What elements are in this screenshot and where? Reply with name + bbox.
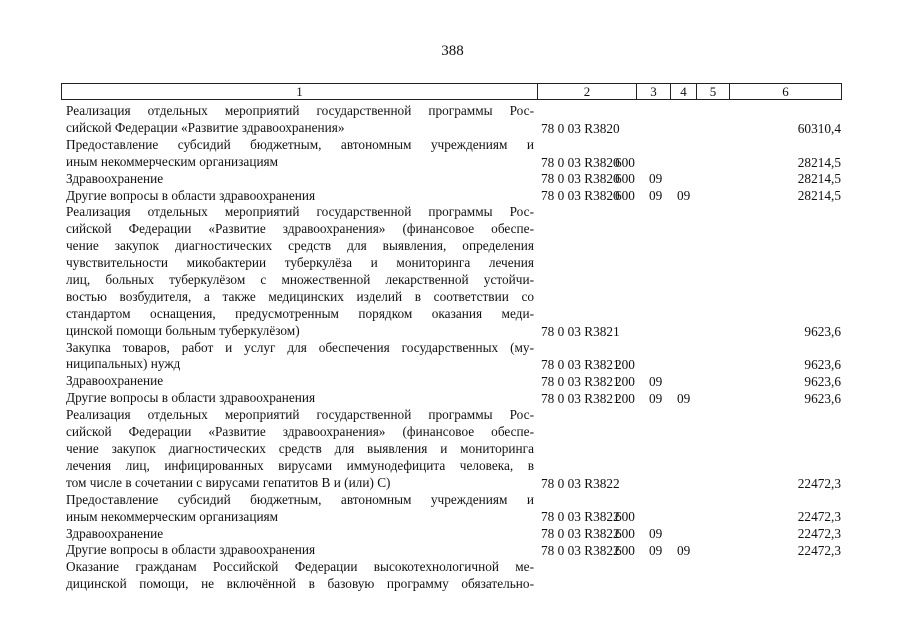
table-row: [0, 407, 905, 492]
row-name-line: чение закупок диагностических средств для выявления, определения: [66, 238, 534, 254]
amount: 22472,3: [797, 509, 841, 525]
row-name-line: Здравоохранение: [66, 170, 164, 186]
row-name-line: лиц, больных туберкулёзом с множественной лекарственной устойчи-: [66, 271, 534, 287]
row-name: [66, 103, 534, 137]
table-row: [0, 204, 905, 339]
subsection-code: 09: [677, 188, 691, 204]
row-name: [66, 373, 534, 390]
target-code: 78 0 03 R3820: [541, 188, 620, 204]
row-name-line: Реализация отдельных мероприятий государственной программы Рос-: [66, 204, 534, 220]
row-name-line: сийской Федерации «Развитие здравоохранения» (финансовое обеспе-: [66, 424, 534, 440]
row-name-line: дицинской помощи, не включённой в базовую программу обязательно-: [66, 576, 534, 592]
row-name-line: чувствительности микобактерии туберкулёза и мониторинга лечения: [66, 255, 534, 271]
section-code: 09: [649, 391, 663, 407]
subsection-code: 09: [677, 391, 691, 407]
row-name-line: Другие вопросы в области здравоохранения: [66, 542, 316, 558]
row-name: [66, 340, 534, 374]
row-name: [66, 492, 534, 526]
subsection-code: 09: [677, 543, 691, 559]
row-name-line: Здравоохранение: [66, 373, 164, 389]
amount: 28214,5: [797, 171, 841, 187]
expense-type-code: 200: [615, 391, 635, 407]
header-col-1: 1: [296, 84, 303, 99]
row-name-line: Закупка товаров, работ и услуг для обеспечения государственных (му-: [66, 339, 534, 355]
row-name-line: сийской Федерации «Развитие здравоохранения»: [66, 119, 345, 135]
table-row: [0, 171, 905, 188]
row-name: [66, 390, 534, 407]
row-name: [66, 137, 534, 171]
section-code: 09: [649, 374, 663, 390]
table-row: [0, 340, 905, 374]
row-name-line: сийской Федерации «Развитие здравоохранения» (финансовое обеспе-: [66, 221, 534, 237]
table-row: [0, 390, 905, 407]
row-name-line: ниципальных) нужд: [66, 356, 181, 372]
table-header: [61, 83, 842, 100]
header-col-3: 3: [650, 84, 657, 99]
row-name: [66, 407, 534, 491]
row-name: [66, 542, 534, 559]
table-row: [0, 188, 905, 205]
expense-type-code: 600: [615, 509, 635, 525]
header-col-4: 4: [680, 84, 687, 99]
row-name-line: иным некоммерческим организациям: [66, 153, 279, 169]
expense-type-code: 600: [615, 154, 635, 170]
row-name-line: Другие вопросы в области здравоохранения: [66, 390, 316, 406]
row-name-line: том числе в сочетании с вирусами гепатитов В и (или) С): [66, 474, 391, 490]
row-name-line: Другие вопросы в области здравоохранения: [66, 187, 316, 203]
expense-type-code: 200: [615, 374, 635, 390]
amount: 9623,6: [804, 323, 841, 339]
target-code: 78 0 03 R3821: [541, 374, 620, 390]
amount: 9623,6: [804, 391, 841, 407]
table-row: [0, 542, 905, 559]
row-name-line: чение закупок диагностических средств для выявления и мониторинга: [66, 440, 534, 456]
amount: 60310,4: [797, 120, 841, 136]
amount: 9623,6: [804, 374, 841, 390]
table-row: [0, 559, 905, 593]
row-name: [66, 204, 534, 339]
amount: 22472,3: [797, 526, 841, 542]
section-code: 09: [649, 171, 663, 187]
row-name-line: цинской помощи больным туберкулёзом): [66, 322, 300, 338]
row-name-line: Предоставление субсидий бюджетным, автономным учреждениям и: [66, 491, 534, 507]
target-code: 78 0 03 R3822: [541, 526, 620, 542]
table-row: [0, 526, 905, 543]
header-col-6: 6: [782, 84, 789, 99]
table-row: [0, 492, 905, 526]
row-name: [66, 171, 534, 188]
header-col-2: 2: [583, 84, 591, 99]
expense-type-code: 200: [615, 357, 635, 373]
target-code: 78 0 03 R3820: [541, 154, 620, 170]
target-code: 78 0 03 R3821: [541, 323, 620, 339]
row-name-line: востью возбудителя, а также медицинских изделий в соответствии со: [66, 288, 534, 304]
target-code: 78 0 03 R3822: [541, 509, 620, 525]
page-number: 388: [441, 43, 464, 59]
row-name-line: лечения лиц, инфицированных вирусами иммунодефицита человека, в: [66, 457, 534, 473]
amount: 28214,5: [797, 154, 841, 170]
target-code: 78 0 03 R3821: [541, 357, 620, 373]
expense-type-code: 600: [615, 526, 635, 542]
row-name-line: иным некоммерческим организациям: [66, 508, 279, 524]
row-name: [66, 188, 534, 205]
table-row: [0, 373, 905, 390]
target-code: 78 0 03 R3820: [541, 171, 620, 187]
target-code: 78 0 03 R3821: [541, 391, 620, 407]
row-name-line: Оказание гражданам Российской Федерации высокотехнологичной ме-: [66, 559, 534, 575]
row-name: [66, 526, 534, 543]
expense-type-code: 600: [615, 188, 635, 204]
expense-type-code: 600: [615, 543, 635, 559]
row-name: [66, 559, 534, 593]
row-name-line: Реализация отдельных мероприятий государственной программы Рос-: [66, 103, 534, 118]
expense-type-code: 600: [615, 171, 635, 187]
table-row: [0, 103, 905, 137]
section-code: 09: [649, 543, 663, 559]
row-name-line: Здравоохранение: [66, 525, 164, 541]
amount: 22472,3: [797, 543, 841, 559]
target-code: 78 0 03 R3822: [541, 475, 620, 491]
target-code: 78 0 03 R3820: [541, 120, 620, 136]
amount: 28214,5: [797, 188, 841, 204]
row-name-line: Реализация отдельных мероприятий государственной программы Рос-: [66, 407, 534, 423]
amount: 9623,6: [804, 357, 841, 373]
target-code: 78 0 03 R3822: [541, 543, 620, 559]
table-row: [0, 137, 905, 171]
header-col-5: 5: [709, 84, 717, 99]
section-code: 09: [649, 526, 663, 542]
row-name-line: Предоставление субсидий бюджетным, автономным учреждениям и: [66, 136, 534, 152]
amount: 22472,3: [797, 475, 841, 491]
row-name-line: стандартом оснащения, предусмотренным порядком оказания меди-: [66, 305, 534, 321]
section-code: 09: [649, 188, 663, 204]
